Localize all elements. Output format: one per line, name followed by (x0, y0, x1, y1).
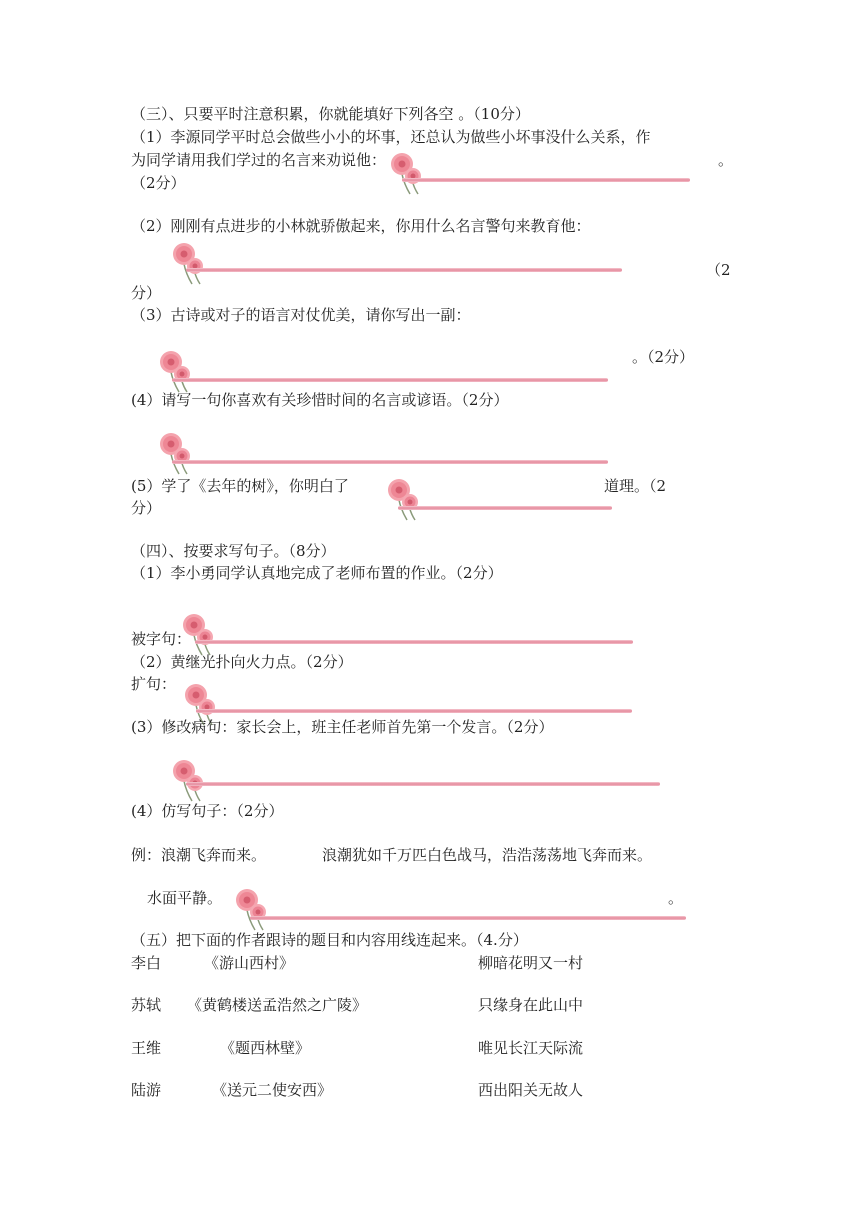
author-cell[interactable]: 陆游 (131, 1081, 162, 1099)
poem-line-cell[interactable]: 唯见长江天际流 (478, 1039, 584, 1057)
q3-score: 。（2分） (632, 348, 695, 366)
section4-header: （四）、按要求写句子。（8分） (131, 542, 336, 560)
poem-line-cell[interactable]: 只缘身在此山中 (478, 996, 584, 1014)
author-cell[interactable]: 李白 (131, 954, 162, 972)
s4-q4-text: (4）仿写句子：（2分） (131, 802, 284, 820)
pink-flower-icon (233, 886, 273, 932)
example-label: 例：浪潮飞奔而来。 (131, 846, 267, 864)
pink-flower-icon (170, 240, 210, 286)
q3-text: （3）古诗或对子的语言对仗优美，请你写出一副： (131, 306, 471, 324)
s4-q2-label: 扩句： (131, 675, 177, 693)
poem-title-cell[interactable]: 《黄鹤楼送孟浩然之广陵》 (187, 996, 368, 1014)
q2-score-a: （2 (706, 261, 731, 279)
pink-flower-icon (157, 430, 197, 476)
s4-q3-answer-line[interactable] (186, 782, 660, 786)
pink-flower-icon (157, 348, 197, 394)
q2-answer-line[interactable] (186, 268, 622, 272)
pink-flower-icon (385, 476, 425, 522)
poem-line-cell[interactable]: 柳暗花明又一村 (478, 954, 584, 972)
pink-flower-icon (388, 150, 428, 196)
section5-header: （五）把下面的作者跟诗的题目和内容用线连起来。（4.分） (131, 931, 528, 949)
poem-line-cell[interactable]: 西出阳关无故人 (478, 1081, 584, 1099)
q5-score-b: 分） (131, 499, 162, 517)
pink-flower-icon (170, 757, 210, 803)
example-answer: 浪潮犹如千万匹白色战马，浩浩荡荡地飞奔而来。 (322, 846, 653, 864)
author-cell[interactable]: 王维 (131, 1039, 162, 1057)
q4-answer-line[interactable] (172, 460, 608, 464)
q5-answer-line[interactable] (398, 506, 612, 510)
s4-q1-text: （1）李小勇同学认真地完成了老师布置的作业。（2分） (131, 564, 503, 582)
q1-score: （2分） (131, 174, 186, 192)
imitation-end-mark: 。 (668, 889, 684, 907)
q2-score-b: 分） (131, 284, 162, 302)
section3-header: （三）、只要平时注意积累，你就能填好下列各空 。（10分） (131, 105, 530, 123)
pink-flower-icon (180, 611, 220, 657)
s4-q1-label: 被字句： (131, 630, 192, 648)
s4-q1-answer-line[interactable] (195, 640, 633, 644)
q2-text: （2）刚刚有点进步的小林就骄傲起来，你用什么名言警句来教育他： (131, 217, 591, 235)
q1-text-line1: （1）李源同学平时总会做些小小的坏事，还总认为做些小坏事没什么关系，作 (131, 128, 651, 146)
q5-suffix: 道理。（2 (604, 477, 667, 495)
imitation-prompt: 水面平静。 (147, 889, 223, 907)
poem-title-cell[interactable]: 《游山西村》 (204, 954, 295, 972)
s4-q2-text: （2）黄继光扑向火力点。（2分） (131, 653, 353, 671)
s4-q3-text: (3）修改病句：家长会上，班主任老师首先第一个发言。（2分） (131, 718, 554, 736)
s4-q2-answer-line[interactable] (196, 709, 632, 713)
q4-text: (4）请写一句你喜欢有关珍惜时间的名言或谚语。（2分） (131, 391, 509, 409)
q1-text-line2: 为同学请用我们学过的名言来劝说他： (131, 151, 387, 169)
q5-prefix: (5）学了《去年的树》，你明白了 (131, 477, 349, 495)
poem-title-cell[interactable]: 《题西林壁》 (220, 1039, 311, 1057)
imitation-answer-line[interactable] (250, 916, 686, 920)
author-cell[interactable]: 苏轼 (131, 996, 162, 1014)
q1-end-mark: 。 (718, 151, 734, 169)
q3-answer-line[interactable] (172, 378, 608, 382)
q1-answer-line[interactable] (402, 178, 690, 182)
poem-title-cell[interactable]: 《送元二使安西》 (212, 1081, 333, 1099)
